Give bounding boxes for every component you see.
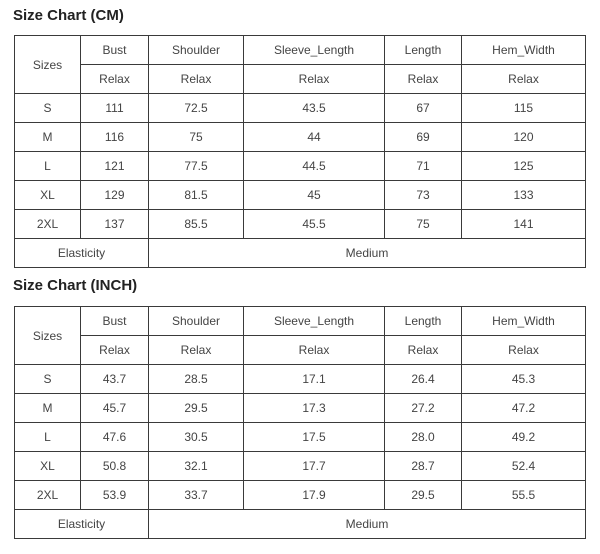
value-cell: 17.1 — [244, 365, 385, 394]
value-cell: 72.5 — [149, 94, 244, 123]
value-cell: 49.2 — [462, 423, 586, 452]
value-cell: 43.5 — [244, 94, 385, 123]
value-cell: 17.7 — [244, 452, 385, 481]
value-cell: 17.5 — [244, 423, 385, 452]
value-cell: 45 — [244, 181, 385, 210]
value-cell: 129 — [81, 181, 149, 210]
value-cell: 67 — [385, 94, 462, 123]
value-cell: 50.8 — [81, 452, 149, 481]
fit-cell: Relax — [385, 336, 462, 365]
value-cell: 73 — [385, 181, 462, 210]
value-cell: 77.5 — [149, 152, 244, 181]
sizes-header-cell: Sizes — [15, 36, 81, 94]
value-cell: 75 — [385, 210, 462, 239]
value-cell: 44.5 — [244, 152, 385, 181]
value-cell: 28.0 — [385, 423, 462, 452]
table-row — [15, 210, 586, 239]
size-label-cell: M — [15, 394, 81, 423]
value-cell: 32.1 — [149, 452, 244, 481]
fit-cell: Relax — [149, 65, 244, 94]
value-cell: 17.9 — [244, 481, 385, 510]
header-row-fit — [15, 65, 586, 94]
fit-cell: Relax — [81, 336, 149, 365]
fit-cell: Relax — [244, 336, 385, 365]
value-cell: 30.5 — [149, 423, 244, 452]
value-cell: 33.7 — [149, 481, 244, 510]
elasticity-label-cell: Elasticity — [15, 510, 149, 539]
value-cell: 125 — [462, 152, 586, 181]
value-cell: 75 — [149, 123, 244, 152]
elasticity-value-cell: Medium — [149, 510, 586, 539]
value-cell: 55.5 — [462, 481, 586, 510]
value-cell: 47.2 — [462, 394, 586, 423]
value-cell: 53.9 — [81, 481, 149, 510]
fit-cell: Relax — [462, 336, 586, 365]
fit-cell: Relax — [149, 336, 244, 365]
fit-cell: Relax — [81, 65, 149, 94]
hem-width-header-cell: Hem_Width — [462, 307, 586, 336]
table-row — [15, 452, 586, 481]
value-cell: 71 — [385, 152, 462, 181]
value-cell: 52.4 — [462, 452, 586, 481]
table-row — [15, 423, 586, 452]
value-cell: 43.7 — [81, 365, 149, 394]
value-cell: 29.5 — [385, 481, 462, 510]
value-cell: 141 — [462, 210, 586, 239]
value-cell: 133 — [462, 181, 586, 210]
value-cell: 137 — [81, 210, 149, 239]
table-row — [15, 123, 586, 152]
value-cell: 45.3 — [462, 365, 586, 394]
size-label-cell: S — [15, 365, 81, 394]
size-chart-inch-title: Size Chart (INCH) — [13, 277, 138, 294]
size-label-cell: 2XL — [15, 481, 81, 510]
value-cell: 47.6 — [81, 423, 149, 452]
value-cell: 45.7 — [81, 394, 149, 423]
length-header-cell: Length — [385, 36, 462, 65]
elasticity-label-cell: Elasticity — [15, 239, 149, 268]
table-row — [15, 94, 586, 123]
size-label-cell: XL — [15, 452, 81, 481]
header-row-measurements — [15, 307, 586, 336]
value-cell: 27.2 — [385, 394, 462, 423]
shoulder-header-cell: Shoulder — [149, 307, 244, 336]
value-cell: 121 — [81, 152, 149, 181]
header-row-fit — [15, 336, 586, 365]
value-cell: 111 — [81, 94, 149, 123]
bust-header-cell: Bust — [81, 36, 149, 65]
size-label-cell: S — [15, 94, 81, 123]
size-chart-inch-table — [14, 306, 586, 539]
value-cell: 115 — [462, 94, 586, 123]
value-cell: 17.3 — [244, 394, 385, 423]
size-label-cell: L — [15, 152, 81, 181]
fit-cell: Relax — [385, 65, 462, 94]
table-row — [15, 152, 586, 181]
sleeve-length-header-cell: Sleeve_Length — [244, 36, 385, 65]
value-cell: 28.7 — [385, 452, 462, 481]
value-cell: 85.5 — [149, 210, 244, 239]
size-label-cell: L — [15, 423, 81, 452]
value-cell: 28.5 — [149, 365, 244, 394]
sleeve-length-header-cell: Sleeve_Length — [244, 307, 385, 336]
size-label-cell: M — [15, 123, 81, 152]
size-label-cell: XL — [15, 181, 81, 210]
length-header-cell: Length — [385, 307, 462, 336]
value-cell: 69 — [385, 123, 462, 152]
table-row — [15, 181, 586, 210]
hem-width-header-cell: Hem_Width — [462, 36, 586, 65]
shoulder-header-cell: Shoulder — [149, 36, 244, 65]
table-row — [15, 394, 586, 423]
value-cell: 45.5 — [244, 210, 385, 239]
elasticity-row — [15, 510, 586, 539]
header-row-measurements — [15, 36, 586, 65]
value-cell: 120 — [462, 123, 586, 152]
sizes-header-cell: Sizes — [15, 307, 81, 365]
value-cell: 44 — [244, 123, 385, 152]
size-chart-cm-table — [14, 35, 586, 268]
table-row — [15, 365, 586, 394]
fit-cell: Relax — [244, 65, 385, 94]
table-row — [15, 481, 586, 510]
value-cell: 81.5 — [149, 181, 244, 210]
elasticity-value-cell: Medium — [149, 239, 586, 268]
size-chart-cm-title: Size Chart (CM) — [13, 7, 124, 24]
bust-header-cell: Bust — [81, 307, 149, 336]
size-label-cell: 2XL — [15, 210, 81, 239]
value-cell: 26.4 — [385, 365, 462, 394]
value-cell: 29.5 — [149, 394, 244, 423]
value-cell: 116 — [81, 123, 149, 152]
elasticity-row — [15, 239, 586, 268]
fit-cell: Relax — [462, 65, 586, 94]
